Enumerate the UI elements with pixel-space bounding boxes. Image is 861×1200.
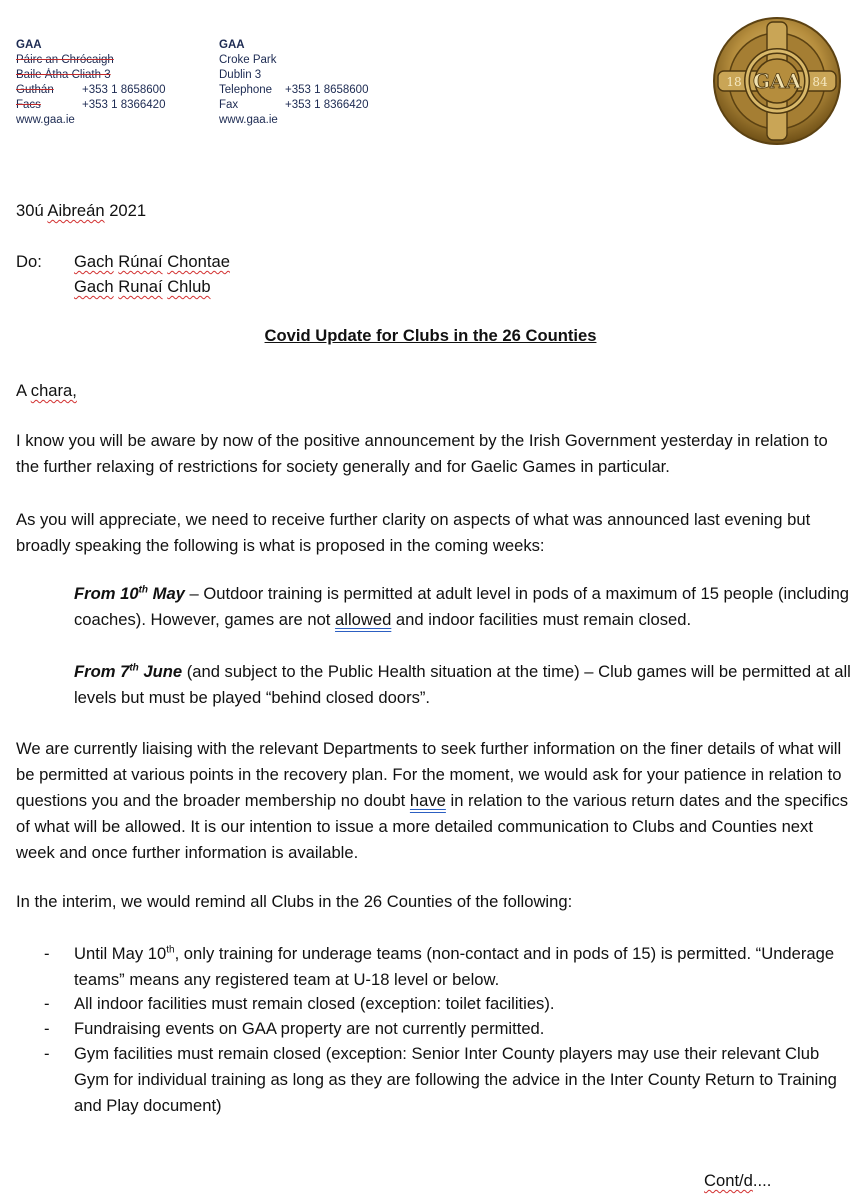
letter-paragraph-3: We are currently liaising with the relevant Departments to seek further information on the finer details of what will be permitted at various points in the recovery plan. For the moment, we would ask for your patience in relation to questions you and the broader membership no doubt have in relation to the various return dates and the specifics of what will be allowed. It is our intention to issue a more detailed communication to Clubs and Counties next week and once further information is available. — [16, 739, 849, 862]
letterhead-address-line2: Dublin 3 — [219, 69, 262, 81]
letterhead-address-line2: Baile Átha Cliath 3 — [16, 69, 111, 81]
crest-year-left: 18 — [726, 75, 742, 89]
list-item-text: Fundraising events on GAA property are not currently permitted. — [74, 1019, 545, 1038]
bullet-dash: - — [44, 944, 50, 963]
letter-title: Covid Update for Clubs in the 26 Counties — [264, 326, 597, 345]
list-item-text: All indoor facilities must remain closed (exception: toilet facilities). — [74, 994, 555, 1013]
letterhead-phone: Guthán +353 1 8658600 — [16, 84, 166, 96]
letterhead-web: www.gaa.ie — [16, 114, 75, 126]
bullet-dash: - — [44, 1044, 50, 1063]
letter-to-label: Do: — [16, 252, 42, 271]
list-item-text: Gym facilities must remain closed (exception: Senior Inter County players may use their relevant Club Gym for individual training as long as they are following the advice in the Inter County Return to Training and Play document) — [74, 1044, 837, 1115]
letterhead-fax: Fax +353 1 8366420 — [219, 99, 369, 111]
letter-paragraph-1: I know you will be aware by now of the positive announcement by the Irish Government yesterday in relation to the further relaxing of restrictions for society generally and for Gaelic Games in particular. — [16, 431, 828, 476]
letter-recipient-2: Gach Runaí Chlub — [74, 277, 211, 296]
proposal-item-2: From 7th June (and subject to the Public Health situation at the time) – Club games will be permitted at all levels but must be played “behind closed doors”. — [74, 662, 851, 707]
list-item-text: Until May 10th, only training for underage teams (non-contact and in pods of 15) is permitted. “Underage teams” means any registered team at U-18 level or below. — [74, 944, 835, 989]
bullet-dash: - — [44, 1019, 50, 1038]
letterhead-web: www.gaa.ie — [219, 114, 278, 126]
letterhead-org: GAA — [16, 39, 42, 51]
letterhead-address-line1: Páirc an Chrócaigh — [16, 54, 114, 66]
bullet-dash: - — [44, 994, 50, 1013]
letterhead-fax: Facs +353 1 8366420 — [16, 99, 166, 111]
letter-salutation: A chara, — [16, 381, 77, 400]
letter-paragraph-2: As you will appreciate, we need to receive further clarity on aspects of what was announced last evening but broadly speaking the following is what is proposed in the coming weeks: — [16, 510, 811, 555]
letter-paragraph-4: In the interim, we would remind all Clubs in the 26 Counties of the following: — [16, 892, 573, 911]
letterhead-org: GAA — [219, 39, 245, 51]
letter-recipient-1: Gach Rúnaí Chontae — [74, 252, 230, 271]
letterhead-address-line1: Croke Park — [219, 54, 277, 66]
letterhead-irish — [16, 38, 216, 126]
letter-date: 30ú Aibreán 2021 — [16, 201, 147, 220]
gaa-crest-svg — [712, 16, 842, 146]
gaa-crest-icon — [712, 16, 842, 146]
continued-marker: Cont/d.... — [704, 1171, 772, 1190]
letterhead-phone: Telephone +353 1 8658600 — [219, 84, 369, 96]
proposal-item-1: From 10th May – Outdoor training is permitted at adult level in pods of a maximum of 15 people (including coaches). However, games are not allowed and indoor facilities must remain closed. — [74, 584, 850, 629]
crest-center-text: GAA — [752, 69, 802, 93]
crest-year-right: 84 — [812, 75, 828, 89]
letterhead-english — [219, 38, 419, 126]
